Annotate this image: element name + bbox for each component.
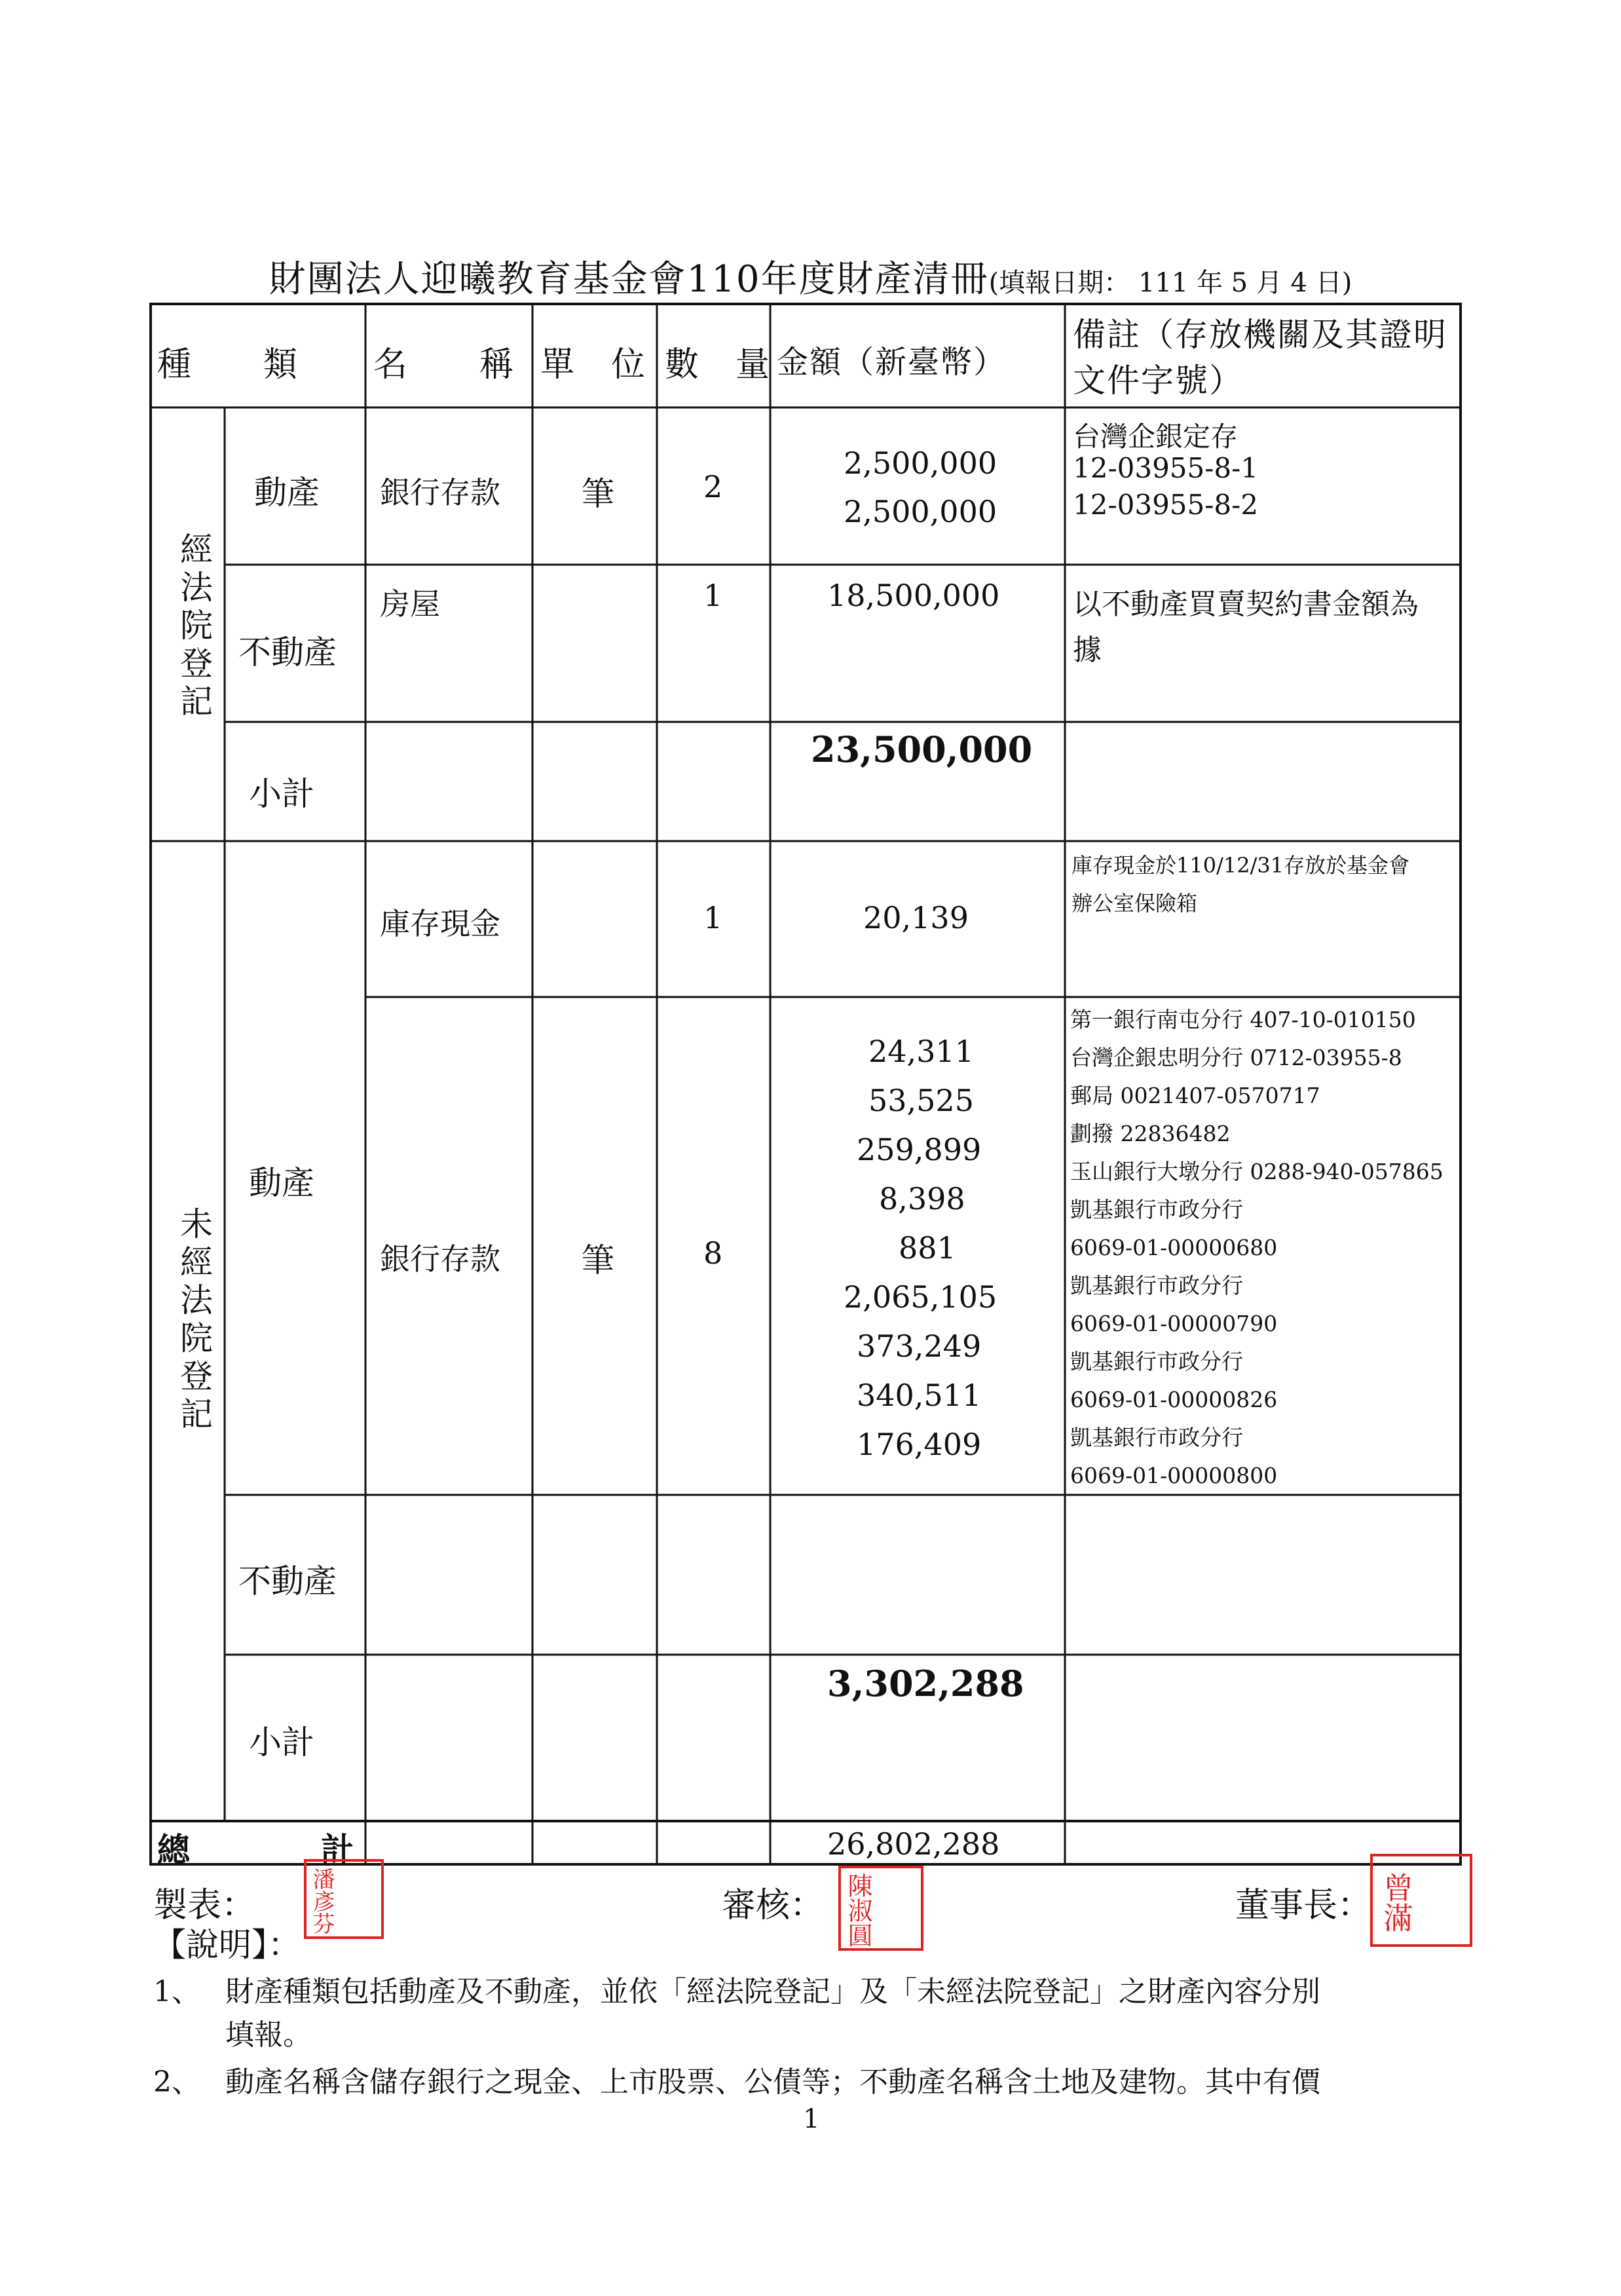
note-1-line-1: 財產種類包括動產及不動產，並依「經法院登記」及「未經法院登記」之財產內容分別 <box>225 1975 1320 2008</box>
r5-amount: 373,249 <box>857 1328 982 1364</box>
r2-qty: 1 <box>703 578 723 613</box>
r5-note-line: 玉山銀行大墩分行 0288-940-057865 <box>1070 1159 1444 1184</box>
reviewer-seal-text: 陳淑圓 <box>844 1873 872 1948</box>
r4-qty: 1 <box>703 900 723 935</box>
r5-unit: 筆 <box>582 1241 614 1279</box>
document-title: 財團法人迎曦教育基金會110年度財產清冊 <box>269 258 989 301</box>
note-1-line-2: 填報。 <box>225 2018 312 2052</box>
r5-amount: 2,065,105 <box>844 1279 997 1315</box>
reviewer-seal-stamp <box>838 1866 923 1951</box>
r1-note-2: 12-03955-8-1 <box>1073 452 1259 484</box>
header-unit: 單 位 <box>540 345 647 385</box>
r5-amount: 24,311 <box>868 1034 974 1069</box>
r4-name: 庫存現金 <box>380 906 500 941</box>
r5-note-line: 台灣企銀忠明分行 0712-03955-8 <box>1070 1045 1402 1070</box>
r2-note-1: 以不動產買賣契約書金額為 <box>1073 588 1419 621</box>
r5-name: 銀行存款 <box>380 1241 500 1277</box>
r4-note-2: 辦公室保險箱 <box>1071 891 1198 916</box>
document-title-line <box>0 250 1621 303</box>
fill-date: (填報日期： 111 年 5 月 4 日) <box>988 268 1352 298</box>
r2-amount: 18,500,000 <box>827 578 1000 613</box>
notes-heading: 【說明】： <box>153 1926 301 1964</box>
header-name: 名 稱 <box>373 345 515 385</box>
r2-name: 房屋 <box>380 586 440 622</box>
r1-category: 動產 <box>254 474 320 512</box>
r5-note-line: 劃撥 22836482 <box>1070 1121 1231 1146</box>
r5-note-line: 6069-01-00000680 <box>1070 1235 1278 1260</box>
r5-qty: 8 <box>703 1235 723 1271</box>
r1-note-1: 台灣企銀定存 <box>1073 421 1239 453</box>
maker-seal-text: 潘彥芬 <box>308 1868 335 1934</box>
r7-subtotal-label: 小計 <box>249 1723 314 1761</box>
r5-note-line: 凱基銀行市政分行 <box>1070 1197 1243 1222</box>
r5-note-line: 6069-01-00000790 <box>1070 1311 1278 1336</box>
r5-amount: 259,899 <box>857 1132 982 1167</box>
note-2-line-1: 動產名稱含儲存銀行之現金、上市股票、公債等；不動產名稱含土地及建物。其中有價 <box>225 2065 1320 2099</box>
chair-label: 董事長： <box>1235 1886 1372 1925</box>
r6-category: 不動產 <box>238 1562 337 1600</box>
total-label: 總 計 <box>157 1830 354 1869</box>
total-amount: 26,802,288 <box>827 1826 1000 1862</box>
r5-category: 動產 <box>249 1164 314 1202</box>
maker-label: 製表： <box>153 1886 256 1925</box>
maker-seal-stamp <box>304 1859 384 1939</box>
reviewer-label: 審核： <box>722 1886 825 1925</box>
r5-note-line: 6069-01-00000800 <box>1070 1463 1278 1488</box>
r5-amount: 176,409 <box>857 1427 982 1462</box>
r7-subtotal-amount: 3,302,288 <box>827 1663 1024 1704</box>
r2-note-2: 據 <box>1073 633 1102 667</box>
r5-amount: 53,525 <box>868 1083 974 1118</box>
page-number: 1 <box>803 2104 820 2134</box>
r3-subtotal-label: 小計 <box>249 775 314 813</box>
r5-amount: 881 <box>899 1230 956 1266</box>
r5-note-line: 6069-01-00000826 <box>1070 1387 1278 1412</box>
property-table <box>149 303 1462 1869</box>
note-2-number: 2、 <box>153 2065 200 2099</box>
r1-qty: 2 <box>703 469 723 504</box>
header-type: 種 類 <box>157 345 299 385</box>
r1-name: 銀行存款 <box>380 475 500 510</box>
r5-note-line: 凱基銀行市政分行 <box>1070 1273 1243 1298</box>
r4-note-1: 庫存現金於110/12/31存放於基金會 <box>1071 853 1410 878</box>
r4-amount: 20,139 <box>863 900 969 935</box>
r5-note-line: 凱基銀行市政分行 <box>1070 1349 1243 1374</box>
r1-unit: 筆 <box>582 475 614 513</box>
chair-seal-stamp <box>1370 1854 1472 1947</box>
r1-amount-1: 2,500,000 <box>844 445 997 481</box>
r5-note-line: 郵局 0021407-0570717 <box>1070 1083 1320 1108</box>
r5-amount: 340,511 <box>857 1378 982 1413</box>
section-unregistered: 未經法院登記 <box>175 1207 213 1435</box>
header-qty: 數 量 <box>665 345 772 385</box>
r5-amount: 8,398 <box>879 1181 965 1216</box>
r5-note-line: 第一銀行南屯分行 407-10-010150 <box>1070 1007 1416 1032</box>
header-note: 備註（存放機關及其證明文件字號） <box>1073 316 1447 400</box>
r2-category: 不動產 <box>238 633 337 671</box>
r1-note-3: 12-03955-8-2 <box>1073 489 1259 521</box>
r5-note-line: 凱基銀行市政分行 <box>1070 1425 1243 1450</box>
section-registered: 經法院登記 <box>175 532 213 722</box>
header-amount: 金額（新臺幣） <box>777 344 1007 381</box>
r1-amount-2: 2,500,000 <box>844 494 997 529</box>
chair-seal-text: 曾滿 <box>1379 1872 1414 1932</box>
r3-subtotal-amount: 23,500,000 <box>811 728 1033 770</box>
note-1-number: 1、 <box>153 1975 200 2008</box>
